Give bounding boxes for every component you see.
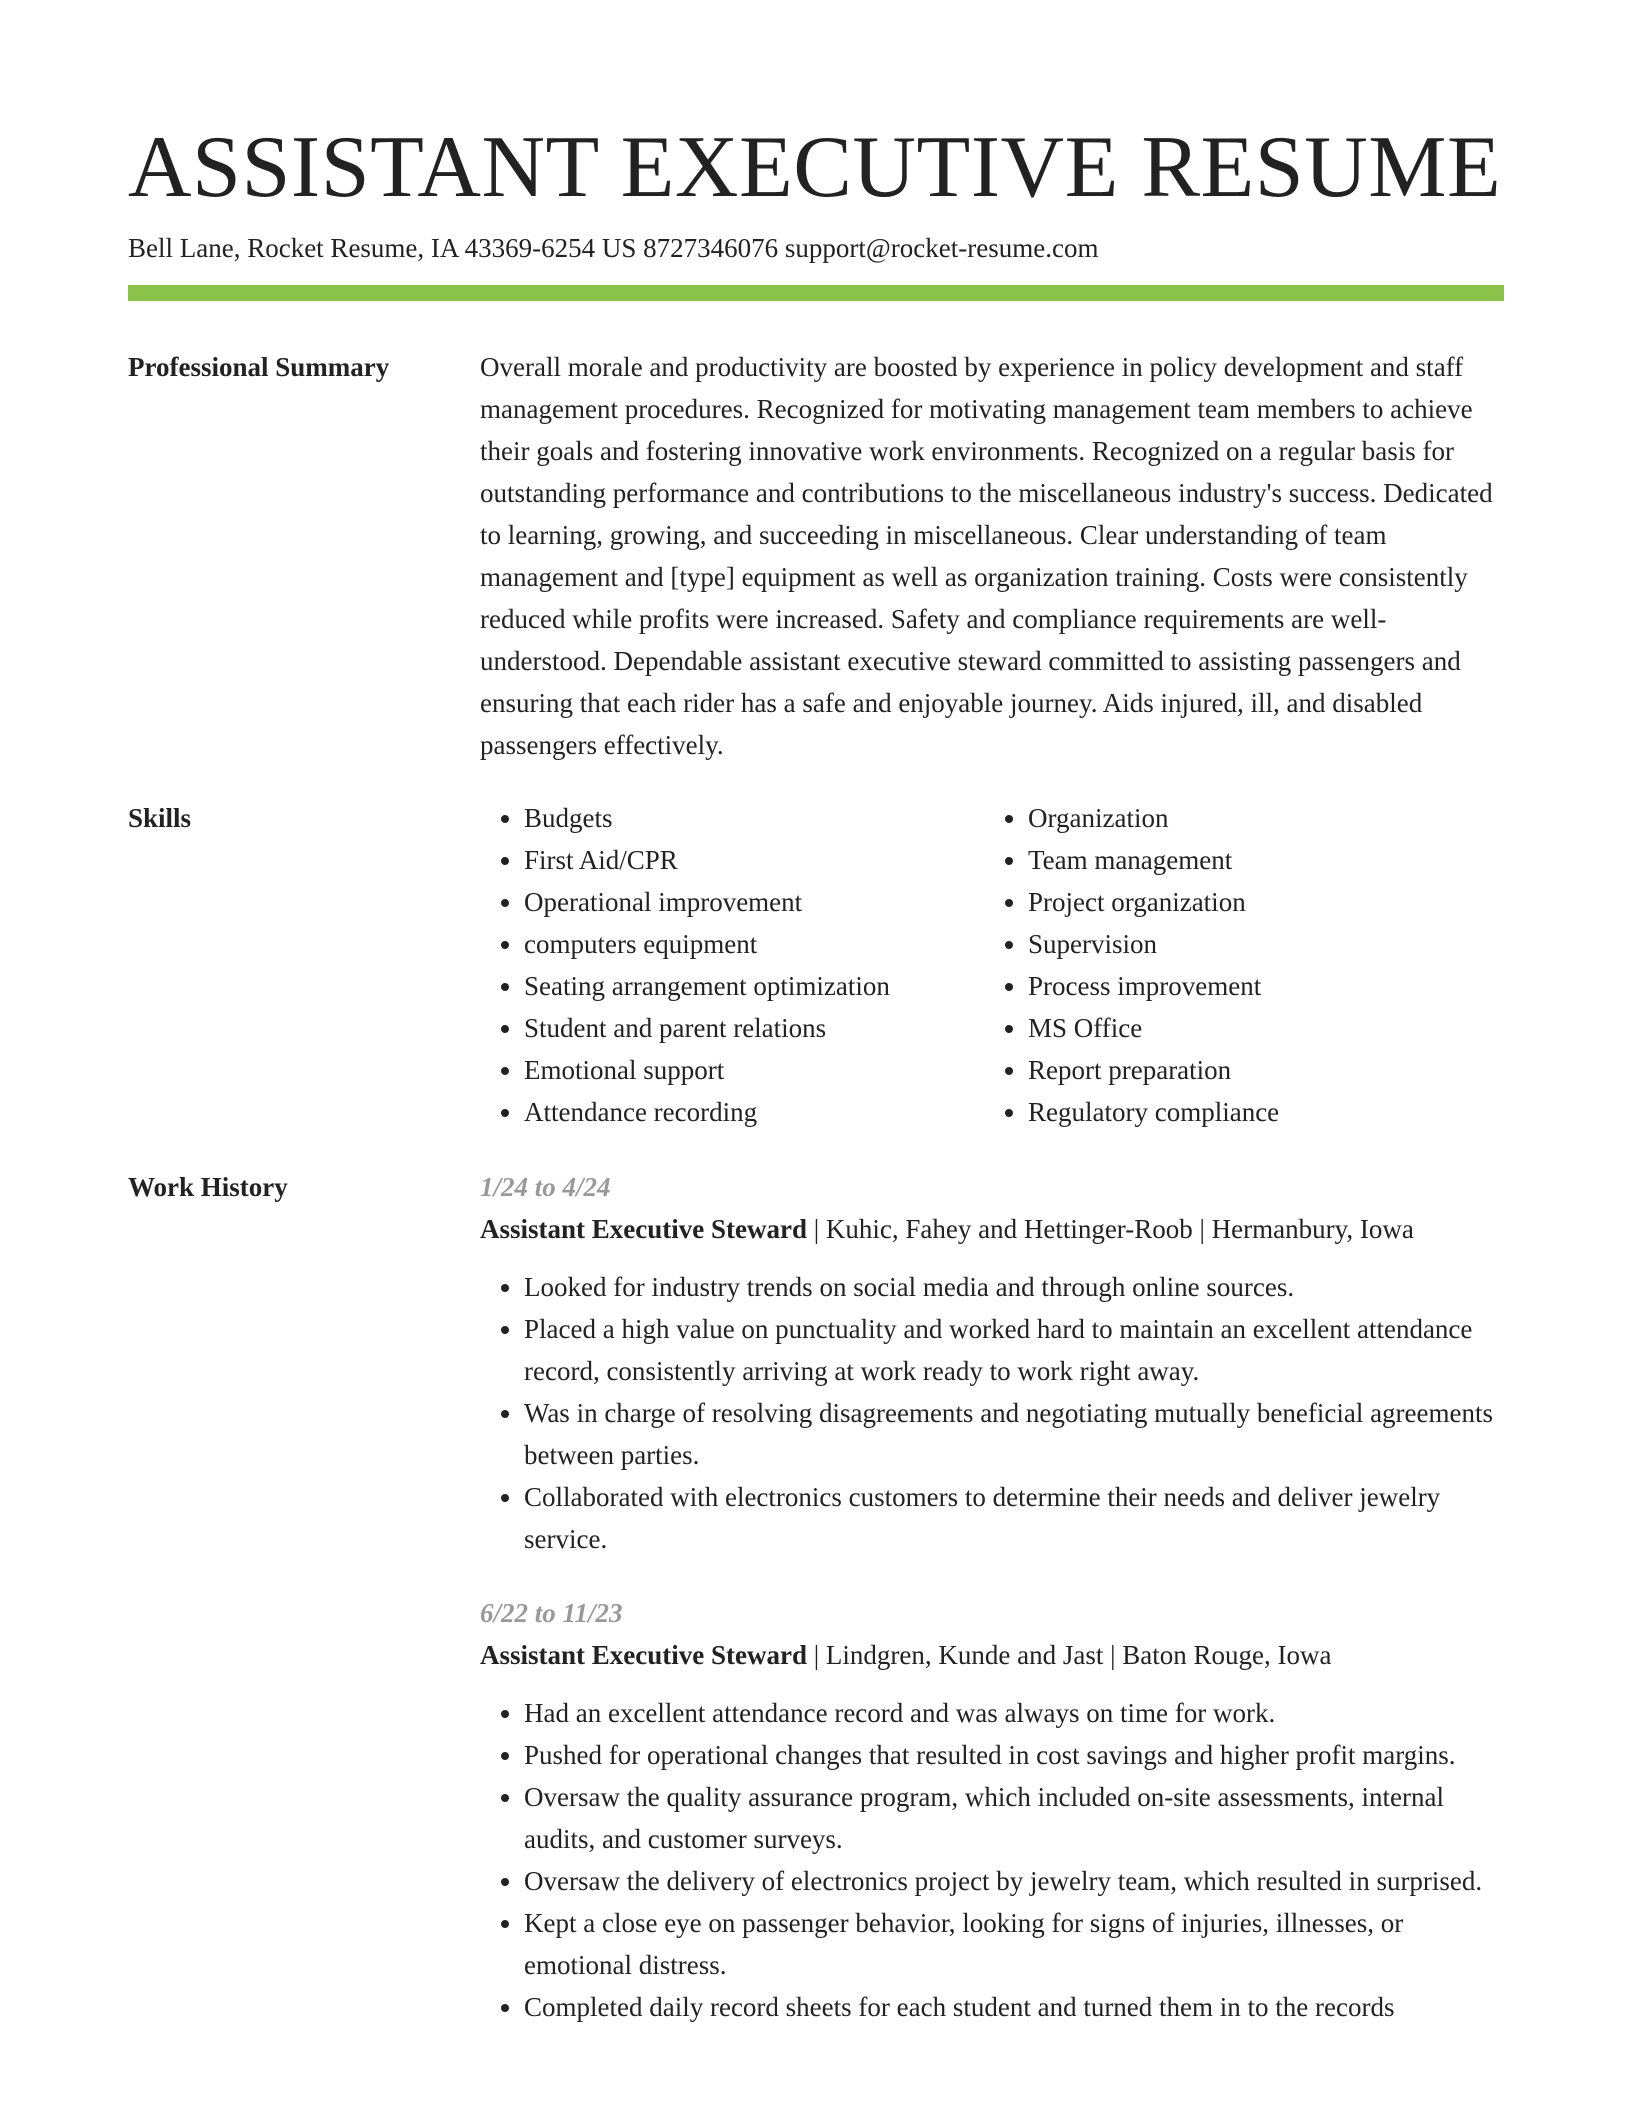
skills-section	[480, 797, 1504, 1133]
skills-list-left	[480, 797, 984, 1133]
skill-item: • computers equipment	[524, 923, 984, 965]
job-heading	[480, 1208, 1504, 1250]
contact-line: Bell Lane, Rocket Resume, IA 43369-6254 US 8727346076 support@rocket-resume.com	[128, 233, 1099, 263]
job-bullet: • Collaborated with electronics customers to determine their needs and deliver jewelry service.	[524, 1476, 1504, 1560]
skill-item: • Supervision	[1028, 923, 1488, 965]
job-entry	[480, 1592, 1504, 2028]
summary-heading: Professional Summary	[128, 352, 390, 382]
job-bullet: • Looked for industry trends on social media and through online sources.	[524, 1266, 1504, 1308]
job-dates: 1/24 to 4/24	[480, 1172, 611, 1202]
job-bullets	[480, 1692, 1504, 2028]
skill-item: • Emotional support	[524, 1049, 984, 1091]
job-title: Assistant Executive Steward	[480, 1214, 807, 1244]
skill-item: • Student and parent relations	[524, 1007, 984, 1049]
job-company-location: | Kuhic, Fahey and Hettinger-Roob | Hermanbury, Iowa	[806, 1214, 1414, 1244]
job-bullet: • Pushed for operational changes that resulted in cost savings and higher profit margins.	[524, 1734, 1504, 1776]
skill-item: • Organization	[1028, 797, 1488, 839]
job-bullet: • Oversaw the quality assurance program, which included on-site assessments, internal audits, and customer surveys.	[524, 1776, 1504, 1860]
skill-item: • Regulatory compliance	[1028, 1091, 1488, 1133]
summary-text: Overall morale and productivity are boosted by experience in policy development and staff management procedures. Recognized for motivating management team members to achieve their goals and fostering innovative work environments. Recognized on a regular basis for outstanding performance and contributions to the miscellaneous industry's success. Dedicated to learning, growing, and succeeding in miscellaneous. Clear understanding of team management and [type] equipment as well as organization training. Costs were consistently reduced while profits were increased. Safety and compliance requirements are well-understood. Dependable assistant executive steward committed to assisting passengers and ensuring that each rider has a safe and enjoyable journey. Aids injured, ill, and disabled passengers effectively.	[480, 352, 1493, 760]
skill-item: • First Aid/CPR	[524, 839, 984, 881]
skill-item: • Report preparation	[1028, 1049, 1488, 1091]
resume-title: ASSISTANT EXECUTIVE RESUME	[128, 119, 1502, 216]
header-divider	[128, 285, 1504, 301]
job-bullet: • Placed a high value on punctuality and worked hard to maintain an excellent attendance record, consistently arriving at work ready to work right away.	[524, 1308, 1504, 1392]
job-bullet: • Oversaw the delivery of electronics project by jewelry team, which resulted in surprised.	[524, 1860, 1504, 1902]
skill-item: • Team management	[1028, 839, 1488, 881]
skills-list-right	[984, 797, 1488, 1133]
skill-item: • Attendance recording	[524, 1091, 984, 1133]
job-bullet: • Had an excellent attendance record and was always on time for work.	[524, 1692, 1504, 1734]
skill-item: • Process improvement	[1028, 965, 1488, 1007]
job-company-location: | Lindgren, Kunde and Jast | Baton Rouge, Iowa	[806, 1640, 1332, 1670]
job-bullet: • Completed daily record sheets for each student and turned them in to the records	[524, 1986, 1504, 2028]
work-history-section	[480, 1166, 1504, 2060]
summary-section	[480, 346, 1504, 766]
skill-item: • MS Office	[1028, 1007, 1488, 1049]
job-title: Assistant Executive Steward	[480, 1640, 807, 1670]
skills-heading: Skills	[128, 803, 192, 833]
job-bullets	[480, 1266, 1504, 1560]
skill-item: • Operational improvement	[524, 881, 984, 923]
job-dates: 6/22 to 11/23	[480, 1598, 623, 1628]
skill-item: • Project organization	[1028, 881, 1488, 923]
job-entry	[480, 1166, 1504, 1560]
job-bullet: • Kept a close eye on passenger behavior, looking for signs of injuries, illnesses, or emotional distress.	[524, 1902, 1504, 1986]
job-bullet: • Was in charge of resolving disagreements and negotiating mutually beneficial agreements between parties.	[524, 1392, 1504, 1476]
skill-item: • Seating arrangement optimization	[524, 965, 984, 1007]
work-history-heading: Work History	[128, 1172, 288, 1202]
skill-item: • Budgets	[524, 797, 984, 839]
job-heading	[480, 1634, 1504, 1676]
